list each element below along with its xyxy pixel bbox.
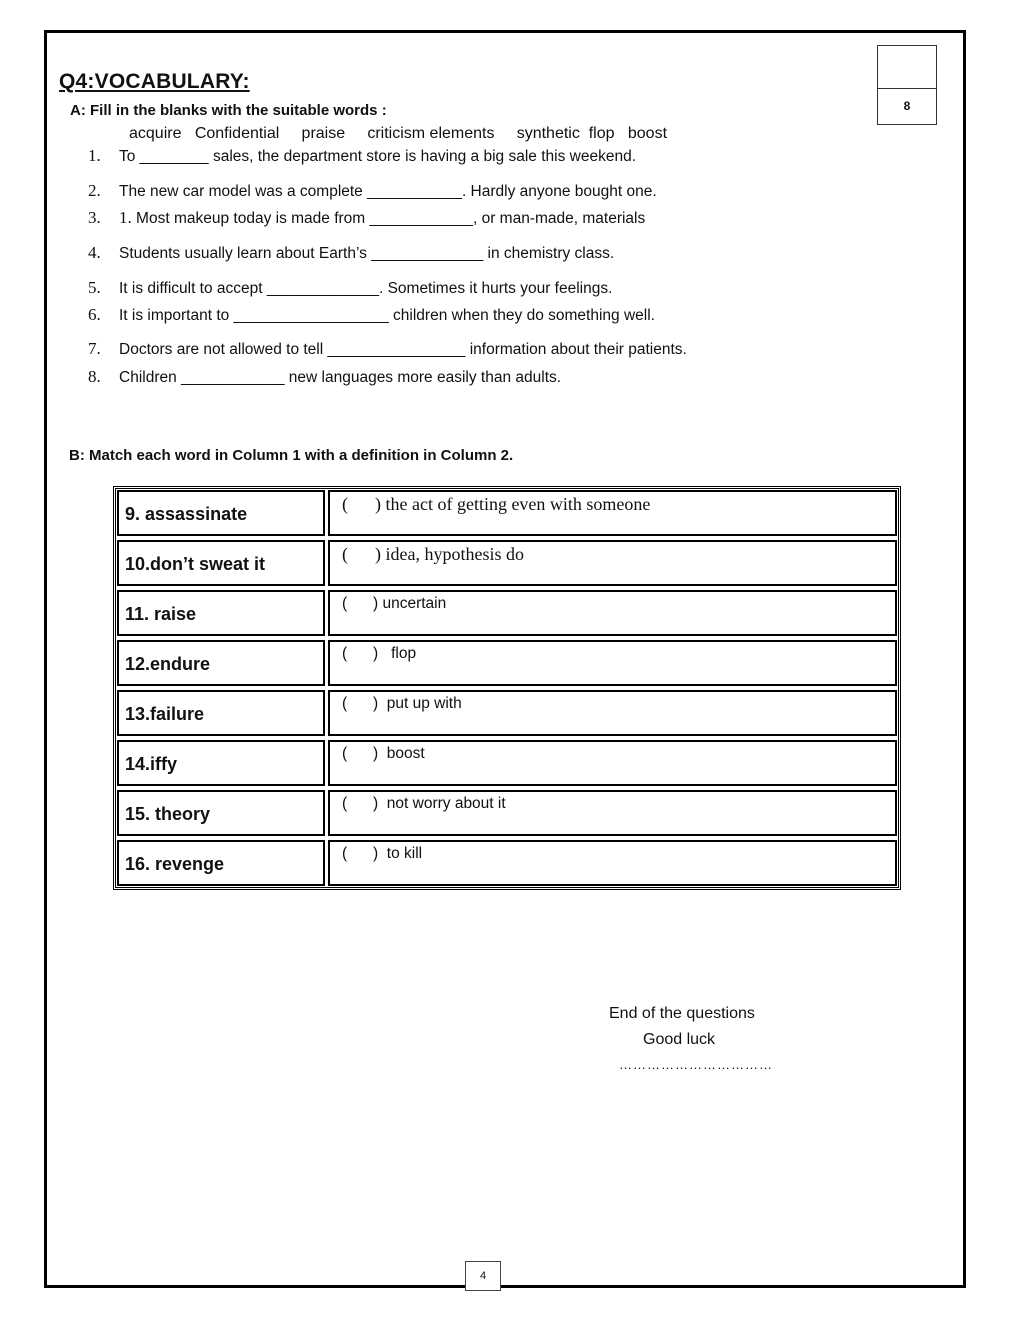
matching-table	[113, 486, 901, 890]
table-row	[117, 840, 897, 886]
table-row	[117, 540, 897, 586]
question-number: 5.	[88, 278, 101, 297]
question-text: Most makeup today is made from ____________, or man-made, materials	[131, 210, 646, 227]
question-3	[88, 208, 645, 228]
page-title: Q4:VOCABULARY:	[59, 70, 250, 93]
question-text: Doctors are not allowed to tell ________________ information about their patients.	[119, 341, 687, 358]
question-8	[88, 367, 561, 387]
table-row	[117, 640, 897, 686]
definition-cell: ( ) not worry about it	[328, 790, 897, 836]
word-cell: 11. raise	[117, 590, 325, 636]
table-row	[117, 790, 897, 836]
closing-note	[600, 1005, 773, 1083]
word-cell: 16. revenge	[117, 840, 325, 886]
good-luck-text: Good luck	[643, 1031, 716, 1048]
section-a-instruction: A: Fill in the blanks with the suitable words :	[70, 102, 387, 119]
question-6	[88, 305, 655, 325]
definition-cell: ( ) boost	[328, 740, 897, 786]
end-of-questions-text: End of the questions	[609, 1005, 755, 1022]
table-row	[117, 740, 897, 786]
max-score: 8	[903, 99, 911, 113]
question-text: To ________ sales, the department store is having a big sale this weekend.	[119, 148, 636, 165]
signature-dots: ……………………………	[619, 1057, 773, 1072]
word-cell: 9. assassinate	[117, 490, 325, 536]
score-box	[877, 45, 937, 125]
question-lead-number: 1.	[119, 208, 132, 227]
question-5	[88, 278, 612, 298]
question-text: It is important to __________________ children when they do something well.	[119, 307, 655, 324]
table-row	[117, 590, 897, 636]
definition-cell: ( ) put up with	[328, 690, 897, 736]
question-number: 7.	[88, 339, 101, 358]
question-text: Children ____________ new languages more easily than adults.	[119, 369, 562, 386]
question-text: Students usually learn about Earth’s _____________ in chemistry class.	[119, 245, 615, 262]
definition-cell: ( ) uncertain	[328, 590, 897, 636]
table-row	[117, 490, 897, 536]
question-number: 8.	[88, 367, 101, 386]
question-4	[88, 243, 614, 263]
question-number: 1.	[88, 146, 101, 165]
question-number: 4.	[88, 243, 101, 262]
definition-cell: ( ) idea, hypothesis do	[328, 540, 897, 586]
word-cell: 14.iffy	[117, 740, 325, 786]
question-7	[88, 339, 687, 359]
question-text: The new car model was a complete ___________. Hardly anyone bought one.	[119, 183, 657, 200]
question-number: 3.	[88, 208, 101, 227]
definition-cell: ( ) flop	[328, 640, 897, 686]
question-number: 6.	[88, 305, 101, 324]
definition-cell: ( ) the act of getting even with someone	[328, 490, 897, 536]
table-row	[117, 690, 897, 736]
word-cell: 15. theory	[117, 790, 325, 836]
question-2	[88, 181, 657, 201]
question-text: It is difficult to accept _____________. Sometimes it hurts your feelings.	[119, 280, 613, 297]
question-number: 2.	[88, 181, 101, 200]
page-number: 4	[465, 1261, 501, 1291]
section-b-instruction: B: Match each word in Column 1 with a definition in Column 2.	[69, 447, 514, 464]
word-bank: acquire Confidential praise criticism elements synthetic flop boost	[129, 125, 668, 142]
question-1	[88, 146, 636, 166]
score-blank-cell	[878, 46, 936, 89]
word-cell: 13.failure	[117, 690, 325, 736]
word-cell: 12.endure	[117, 640, 325, 686]
word-cell: 10.don’t sweat it	[117, 540, 325, 586]
definition-cell: ( ) to kill	[328, 840, 897, 886]
